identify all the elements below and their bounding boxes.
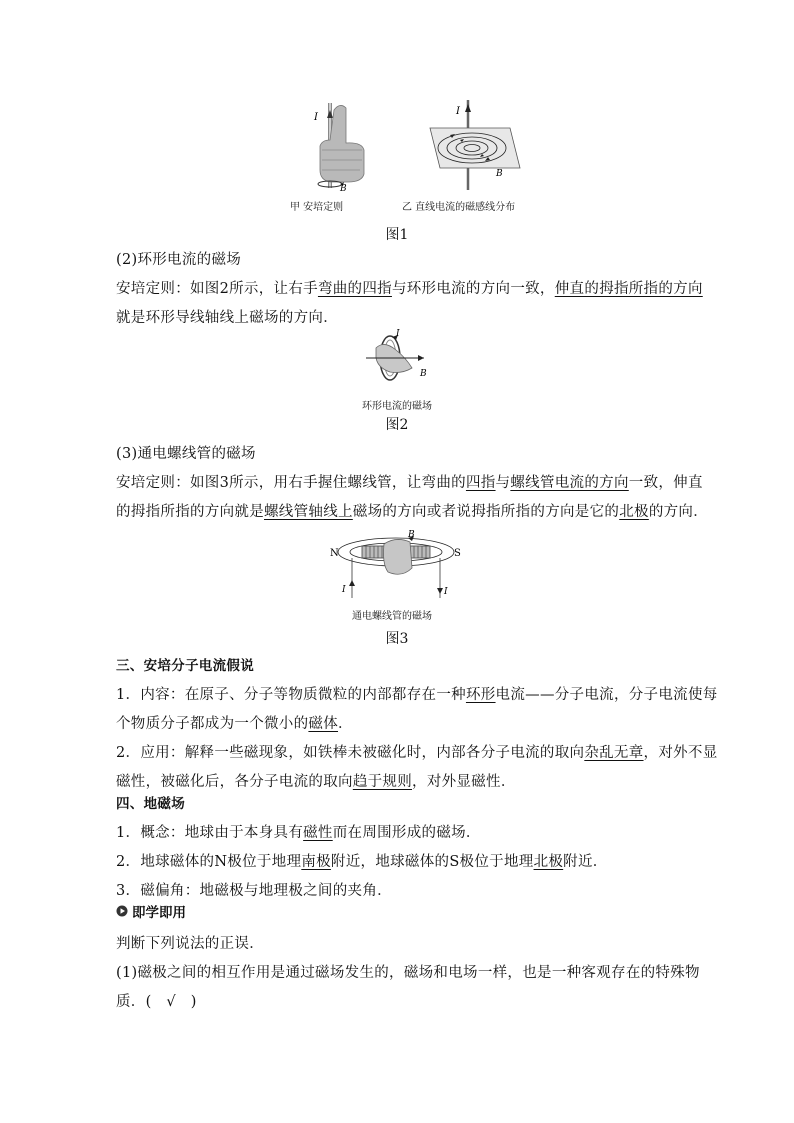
section-solenoid [116, 440, 709, 527]
text-span: 1．内容：在原子、分子等物质微粒的内部都存在一种 [116, 687, 466, 703]
practice-intro: 判断下列说法的正误． [116, 936, 264, 952]
text-span: 安培定则：如图2所示，让右手 [116, 281, 318, 297]
section-geomagnetic-field [116, 790, 682, 906]
underlined-answer: 四指 [465, 475, 496, 491]
paragraph-line [116, 739, 718, 768]
north-pole-label: N [330, 548, 339, 559]
underlined-answer: 趋于规则 [352, 774, 413, 790]
field-label: B [420, 369, 427, 379]
current-label: I [314, 112, 318, 123]
paragraph-line [116, 498, 709, 527]
section-heading: (2)环形电流的磁场 [116, 252, 242, 268]
text-span: 附近，地球磁体的S极位于地理 [330, 854, 534, 870]
text-span: 的拇指所指的方向就是 [116, 504, 264, 520]
ampere-rule-hand-illustration [300, 98, 380, 193]
underlined-answer: 弯曲的四指 [317, 281, 392, 297]
text-span: 与环形电流的方向一致， [391, 281, 555, 297]
text-span: 2．地球磁体的N极位于地理 [116, 854, 302, 870]
south-pole-label: S [454, 548, 461, 559]
section-ring-current [116, 246, 703, 333]
paragraph-line: 3．磁偏角：地磁极与地理极之间的夹角． [116, 883, 392, 899]
underlined-answer: 螺线管电流的方向 [510, 475, 629, 491]
text-span: 安培定则：如图3所示，用右手握住螺线管，让弯曲的 [116, 475, 466, 491]
question-line: 质．( √ ) [116, 994, 197, 1010]
straight-wire-field-lines-illustration [420, 98, 530, 193]
text-span: 1．概念：地球由于本身具有 [116, 825, 304, 841]
text-span: 电流——分子电流，分子电流使每 [495, 687, 718, 703]
underlined-answer: 北极 [533, 854, 564, 870]
section-heading: 三、安培分子电流假说 [116, 658, 254, 674]
paragraph-line [116, 469, 703, 498]
current-label: I [342, 585, 346, 595]
text-span: 附近． [563, 854, 608, 870]
text-span: ，对外不显 [643, 745, 718, 761]
solenoid-field-illustration [326, 528, 466, 606]
figure-1-subcaption-left: 甲 安培定则 [290, 202, 344, 213]
figure-1-caption: 图1 [385, 227, 409, 243]
figure-1-subcaption-right: 乙 直线电流的磁感线分布 [402, 202, 516, 213]
paragraph-line [116, 681, 718, 710]
paragraph-line [116, 848, 682, 877]
ring-current-hand-illustration [362, 328, 442, 388]
field-label: B [496, 169, 503, 179]
practice-body [116, 930, 700, 1017]
current-label: I [456, 106, 460, 117]
figure-3-subcaption: 通电螺线管的磁场 [352, 611, 432, 622]
paragraph-line [116, 275, 703, 304]
practice-heading-label: 即学即用 [132, 905, 186, 921]
text-span: 的方向． [648, 504, 709, 520]
paragraph-line [116, 710, 682, 739]
field-label: B [408, 530, 415, 540]
text-span: 磁性，被磁化后，各分子电流的取向 [116, 774, 353, 790]
paragraph-line: 就是环形导线轴线上磁场的方向． [116, 310, 338, 326]
text-span: 一致，伸直 [628, 475, 703, 491]
underlined-answer: 螺线管轴线上 [264, 504, 353, 520]
section-heading: (3)通电螺线管的磁场 [116, 446, 256, 462]
text-span: 而在周围形成的磁场． [332, 825, 481, 841]
underlined-answer: 北极 [619, 504, 649, 520]
section-molecular-current [116, 652, 718, 797]
play-circle-icon [116, 905, 128, 917]
current-label: I [444, 587, 448, 597]
text-span: ，对外显磁性． [412, 774, 516, 790]
underlined-answer: 杂乱无章 [584, 745, 644, 761]
section-heading: 四、地磁场 [116, 796, 185, 812]
text-span: 与 [495, 475, 511, 491]
current-label: I [396, 329, 400, 339]
figure-2-caption: 图2 [385, 417, 409, 433]
underlined-answer: 磁体 [308, 716, 339, 732]
question-line: (1)磁极之间的相互作用是通过磁场发生的，磁场和电场一样，也是一种客观存在的特殊物 [116, 965, 700, 981]
text-span: 个物质分子都成为一个微小的 [116, 716, 309, 732]
underlined-answer: 磁性 [303, 825, 333, 841]
figure-2-subcaption: 环形电流的磁场 [362, 401, 432, 412]
text-span: 磁场的方向或者说拇指所指的方向是它的 [352, 504, 620, 520]
text-span: ． [338, 716, 353, 732]
underlined-answer: 南极 [301, 854, 331, 870]
figure-3-caption: 图3 [385, 631, 409, 647]
figure-1 [290, 98, 530, 228]
text-span: 2．应用：解释一些磁现象，如铁棒未被磁化时，内部各分子电流的取向 [116, 745, 585, 761]
practice-heading [116, 902, 186, 920]
underlined-answer: 伸直的拇指所指的方向 [554, 281, 703, 297]
underlined-answer: 环形 [465, 687, 496, 703]
paragraph-line [116, 819, 682, 848]
field-label: B [340, 184, 347, 193]
